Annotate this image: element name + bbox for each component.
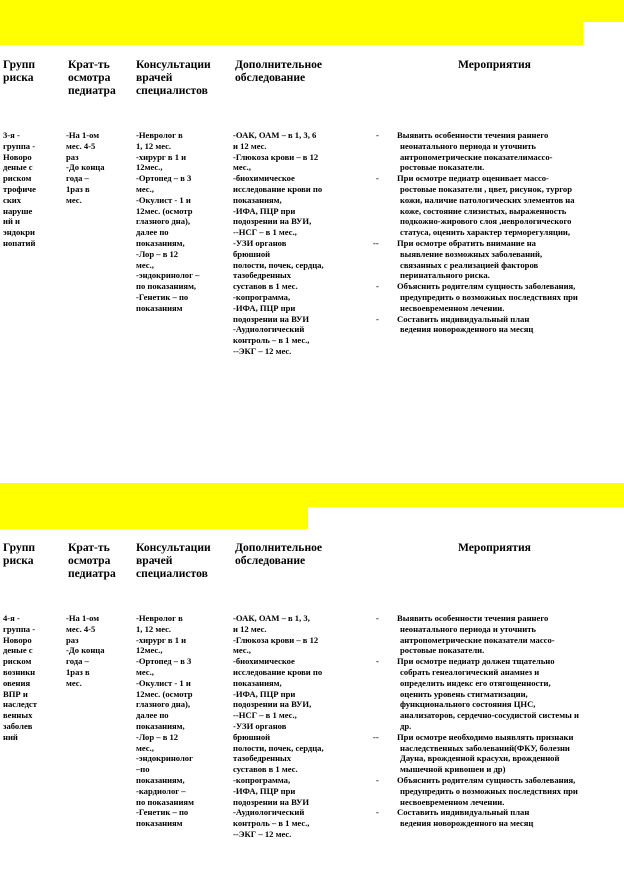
cell-line: -Аудиологический bbox=[233, 807, 305, 818]
cell-line: –по bbox=[136, 764, 150, 775]
cell-line: мес., bbox=[136, 742, 154, 753]
measure-item bbox=[397, 613, 555, 656]
header-risk-group: Групп риска bbox=[3, 58, 36, 84]
risk-group-cell bbox=[3, 613, 37, 743]
highlight-band bbox=[0, 483, 624, 507]
cell-line: риском bbox=[3, 656, 32, 667]
cell-line: -ИФА, ПЦР при bbox=[233, 688, 296, 699]
measure-line: мышечной кривошеи и др) bbox=[400, 764, 506, 775]
cell-line: по показаниям, bbox=[136, 281, 197, 292]
cell-line: брюшной bbox=[233, 248, 271, 259]
cell-line: -Ортопед – в 3 bbox=[136, 173, 192, 184]
header-risk-group: Групп риска bbox=[3, 541, 36, 567]
cell-line: показаниям, bbox=[233, 194, 282, 205]
bullet-marker: -- bbox=[373, 731, 379, 742]
cell-line: -Глюкоза крови – в 12 bbox=[233, 634, 319, 645]
cell-line: мес., bbox=[233, 162, 251, 173]
cell-line: мес., bbox=[233, 645, 251, 656]
cell-line: -УЗИ органов bbox=[233, 720, 287, 731]
cell-line: показаниям, bbox=[233, 677, 282, 688]
measure-line: неонатального периода и уточнить bbox=[400, 623, 536, 634]
cell-line: возникн bbox=[3, 666, 36, 677]
cell-line: --НСГ – в 1 мес., bbox=[233, 227, 297, 238]
cell-line: нопатий bbox=[3, 237, 36, 248]
cell-line: 1, 12 мес. bbox=[136, 623, 172, 634]
measure-line: ростовые показатели. bbox=[400, 162, 485, 173]
measure-line: При осмотре необходимо выявлять признаки bbox=[397, 731, 574, 742]
measure-line: неонатального периода и уточнить bbox=[400, 140, 536, 151]
exams-cell bbox=[233, 130, 324, 357]
cell-line: тазобедренных bbox=[233, 270, 292, 281]
measure-line: ростовые показатели. bbox=[400, 645, 485, 656]
cell-line: риском bbox=[3, 173, 32, 184]
bullet-marker: - bbox=[376, 613, 379, 623]
measure-line: Объяснить родителям сущность заболевания, bbox=[397, 281, 576, 292]
cell-line: мес. 4-5 bbox=[66, 140, 96, 151]
measure-line: ростовые показатели , цвет, рисунок, тургор bbox=[400, 183, 572, 194]
cell-line: показаниям bbox=[136, 302, 183, 313]
cell-line: мес. bbox=[66, 194, 82, 205]
measure-line: ведения новорожденного на месяц bbox=[400, 818, 534, 829]
consultations-cell bbox=[136, 613, 194, 829]
cell-line: -На 1-ом bbox=[66, 130, 100, 140]
cell-line: -Ортопед – в 3 bbox=[136, 656, 192, 667]
measure-line: наследственных заболеваний(ФКУ, болезни bbox=[400, 742, 570, 753]
header-measures: Мероприятия bbox=[458, 58, 531, 71]
measure-item bbox=[397, 130, 553, 173]
measure-line: Выявить особенности течения раннего bbox=[397, 613, 549, 623]
cell-line: -Глюкоза крови – в 12 bbox=[233, 151, 319, 162]
highlight-band bbox=[0, 22, 583, 45]
cell-line: показаниям, bbox=[136, 774, 185, 785]
measure-item bbox=[397, 656, 579, 732]
measure-line: выявление возможных заболеваний, bbox=[400, 248, 543, 259]
cell-line: глазного дна), bbox=[136, 699, 191, 710]
cell-line: -Невролог в bbox=[136, 130, 183, 140]
cell-line: -УЗИ органов bbox=[233, 237, 287, 248]
measure-line: подкожно-жирового слоя ,неврологического bbox=[400, 216, 572, 227]
cell-line: -Невролог в bbox=[136, 613, 183, 623]
measure-line: др. bbox=[400, 720, 412, 731]
cell-line: тазобедренных bbox=[233, 753, 292, 764]
measure-item bbox=[397, 238, 542, 281]
cell-line: ний bbox=[3, 731, 18, 742]
cell-line: -На 1-ом bbox=[66, 613, 100, 623]
bullet-marker: - bbox=[376, 775, 379, 785]
cell-line: -До конца bbox=[66, 162, 105, 173]
cell-line: -ОАК, ОАМ – в 1, 3, 6 bbox=[233, 130, 317, 140]
cell-line: -ИФА, ПЦР при bbox=[233, 205, 296, 216]
cell-line: группа - bbox=[3, 140, 36, 151]
measure-line: Составить индивидуальный план bbox=[397, 313, 530, 324]
cell-line: -копрограмма, bbox=[233, 774, 291, 785]
cell-line: деные с bbox=[3, 162, 33, 173]
cell-line: подозрении на ВУИ, bbox=[233, 699, 312, 710]
cell-line: подозрении на ВУИ bbox=[233, 796, 310, 807]
cell-line: -биохимическое bbox=[233, 173, 295, 184]
cell-line: трофиче bbox=[3, 183, 36, 194]
cell-line: -Генетик – по bbox=[136, 807, 189, 818]
header-measures: Мероприятия bbox=[458, 541, 531, 554]
cell-line: -Окулист - 1 и bbox=[136, 677, 191, 688]
cell-line: и 12 мес. bbox=[233, 623, 267, 634]
frequency-cell bbox=[66, 613, 105, 689]
measure-line: связанных с реализацией факторов bbox=[400, 259, 539, 270]
cell-line: -ИФА, ПЦР при bbox=[233, 302, 296, 313]
measure-line: перинатального риска. bbox=[400, 270, 490, 281]
measure-line: Составить индивидуальный план bbox=[397, 807, 530, 818]
cell-line: мес., bbox=[136, 259, 154, 270]
bullet-marker: - bbox=[376, 130, 379, 140]
cell-line: --ЭКГ – 12 мес. bbox=[233, 345, 292, 356]
bullet-marker: - bbox=[376, 173, 379, 184]
cell-line: подозрении на ВУИ, bbox=[233, 216, 312, 227]
measure-item bbox=[397, 314, 533, 336]
cell-line: -ИФА, ПЦР при bbox=[233, 785, 296, 796]
cell-line: -хирург в 1 и bbox=[136, 634, 187, 645]
cell-line: эндокри bbox=[3, 227, 35, 238]
measure-item bbox=[397, 173, 575, 238]
measure-line: функционального состояния ЦНС, bbox=[400, 699, 536, 710]
header-specialist-consultations: Консультации врачей специалистов bbox=[136, 58, 211, 97]
cell-line: ВПР и bbox=[3, 688, 28, 699]
bullet-marker: - bbox=[376, 807, 379, 818]
measure-line: определить индекс его отягощенности, bbox=[400, 677, 551, 688]
cell-line: -ОАК, ОАМ – в 1, 3, bbox=[233, 613, 310, 623]
cell-line: овения bbox=[3, 677, 31, 688]
cell-line: наследст bbox=[3, 699, 37, 710]
measure-item bbox=[397, 281, 578, 313]
cell-line: мес. 4-5 bbox=[66, 623, 96, 634]
bullet-marker: - bbox=[376, 281, 379, 292]
measure-line: При осмотре обратить внимание на bbox=[397, 238, 536, 248]
cell-line: контроль – в 1 мес., bbox=[233, 818, 310, 829]
cell-line: 3-я - bbox=[3, 130, 20, 140]
cell-line: полости, почек, сердца, bbox=[233, 742, 324, 753]
measure-line: При осмотре педиатр оценивает массо- bbox=[397, 173, 549, 184]
measure-line: предупредить о возможных последствиях при bbox=[400, 291, 578, 302]
measure-line: анализаторов, сердечно-сосудистой системы и bbox=[400, 710, 579, 721]
cell-line: глазного дна), bbox=[136, 216, 191, 227]
cell-line: группа - bbox=[3, 623, 36, 634]
cell-line: Новоро bbox=[3, 151, 32, 162]
highlight-band bbox=[0, 507, 308, 529]
cell-line: полости, почек, сердца, bbox=[233, 259, 324, 270]
cell-line: -кардиолог – bbox=[136, 785, 186, 796]
consultations-cell bbox=[136, 130, 199, 314]
cell-line: -Аудиологический bbox=[233, 324, 305, 335]
cell-line: деные с bbox=[3, 645, 33, 656]
measure-line: антропометрические показателимассо- bbox=[400, 151, 553, 162]
cell-line: -копрограмма, bbox=[233, 291, 291, 302]
cell-line: мес., bbox=[136, 666, 154, 677]
cell-line: ий и bbox=[3, 216, 21, 227]
cell-line: 1, 12 мес. bbox=[136, 140, 172, 151]
bullet-marker: - bbox=[376, 313, 379, 324]
bullet-marker: - bbox=[376, 656, 379, 667]
cell-line: далее по bbox=[136, 227, 169, 238]
cell-line: мес., bbox=[136, 183, 154, 194]
header-additional-exams: Дополнительное обследование bbox=[235, 58, 323, 84]
cell-line: -Лор – в 12 bbox=[136, 248, 179, 259]
header-pediatrician-frequency: Крат-ть осмотра педиатра bbox=[68, 541, 116, 580]
cell-line: -Генетик – по bbox=[136, 291, 189, 302]
header-pediatrician-frequency: Крат-ть осмотра педиатра bbox=[68, 58, 116, 97]
cell-line: показаниям, bbox=[136, 237, 185, 248]
measure-item bbox=[397, 775, 578, 807]
header-additional-exams: Дополнительное обследование bbox=[235, 541, 323, 567]
measure-line: Выявить особенности течения раннего bbox=[397, 130, 549, 140]
measure-line: Объяснить родителям сущность заболевания, bbox=[397, 775, 576, 785]
measure-line: несвоевременном лечении. bbox=[400, 796, 505, 807]
measure-line: антропометрические показатели массо- bbox=[400, 634, 555, 645]
measure-line: статуса, оценить характер терморегуляции, bbox=[400, 227, 570, 238]
cell-line: раз bbox=[66, 151, 79, 162]
cell-line: 1раз в bbox=[66, 183, 90, 194]
cell-line: --НСГ – в 1 мес., bbox=[233, 710, 297, 721]
cell-line: заболев bbox=[3, 720, 33, 731]
cell-line: наруше bbox=[3, 205, 33, 216]
cell-line: 4-я - bbox=[3, 613, 20, 623]
exams-cell bbox=[233, 613, 324, 840]
cell-line: далее по bbox=[136, 710, 169, 721]
cell-line: -Лор – в 12 bbox=[136, 731, 179, 742]
cell-line: исследование крови по bbox=[233, 666, 323, 677]
cell-line: показаниям, bbox=[136, 720, 185, 731]
measure-line: ведения новорожденного на месяц bbox=[400, 324, 534, 335]
cell-line: и 12 мес. bbox=[233, 140, 267, 151]
cell-line: мес. bbox=[66, 677, 82, 688]
measure-line: кожи, наличие патологических элементов на bbox=[400, 194, 575, 205]
cell-line: венных bbox=[3, 710, 33, 721]
measure-item bbox=[397, 732, 573, 775]
cell-line: 12мес. (осмотр bbox=[136, 205, 193, 216]
cell-line: -эндокринолог bbox=[136, 753, 194, 764]
measure-line: оценить уровень стигматизации, bbox=[400, 688, 528, 699]
measure-line: коже, состояние слизистых, выраженность bbox=[400, 205, 567, 216]
cell-line: 12мес. (осмотр bbox=[136, 688, 193, 699]
cell-line: суставов в 1 мес. bbox=[233, 764, 298, 775]
cell-line: -До конца bbox=[66, 645, 105, 656]
cell-line: 12мес., bbox=[136, 645, 163, 656]
risk-group-cell bbox=[3, 130, 36, 249]
measure-line: предупредить о возможных последствиях при bbox=[400, 785, 578, 796]
cell-line: года – bbox=[66, 656, 89, 667]
cell-line: суставов в 1 мес. bbox=[233, 281, 298, 292]
cell-line: --ЭКГ – 12 мес. bbox=[233, 828, 292, 839]
measure-line: несвоевременном лечении. bbox=[400, 302, 505, 313]
cell-line: показаниям bbox=[136, 818, 183, 829]
cell-line: 1раз в bbox=[66, 666, 90, 677]
cell-line: исследование крови по bbox=[233, 183, 323, 194]
cell-line: раз bbox=[66, 634, 79, 645]
cell-line: подозрении на ВУИ bbox=[233, 313, 310, 324]
measure-item bbox=[397, 807, 533, 829]
measure-line: При осмотре педиатр должен тщательно bbox=[397, 656, 555, 667]
cell-line: года – bbox=[66, 173, 89, 184]
frequency-cell bbox=[66, 130, 105, 206]
measure-line: Дауна, врожденной красухи, врожденной bbox=[400, 753, 560, 764]
header-specialist-consultations: Консультации врачей специалистов bbox=[136, 541, 211, 580]
cell-line: 12мес., bbox=[136, 162, 163, 173]
bullet-marker: -- bbox=[373, 238, 379, 248]
cell-line: -эндокринолог – bbox=[136, 270, 200, 281]
cell-line: по показаниям bbox=[136, 796, 194, 807]
highlight-band bbox=[0, 0, 624, 22]
cell-line: -Окулист - 1 и bbox=[136, 194, 191, 205]
cell-line: -хирург в 1 и bbox=[136, 151, 187, 162]
cell-line: брюшной bbox=[233, 731, 271, 742]
cell-line: Новоро bbox=[3, 634, 32, 645]
cell-line: ских bbox=[3, 194, 22, 205]
measure-line: собрать генеалогический анамнез и bbox=[400, 666, 540, 677]
cell-line: контроль – в 1 мес., bbox=[233, 335, 310, 346]
cell-line: -биохимическое bbox=[233, 656, 295, 667]
